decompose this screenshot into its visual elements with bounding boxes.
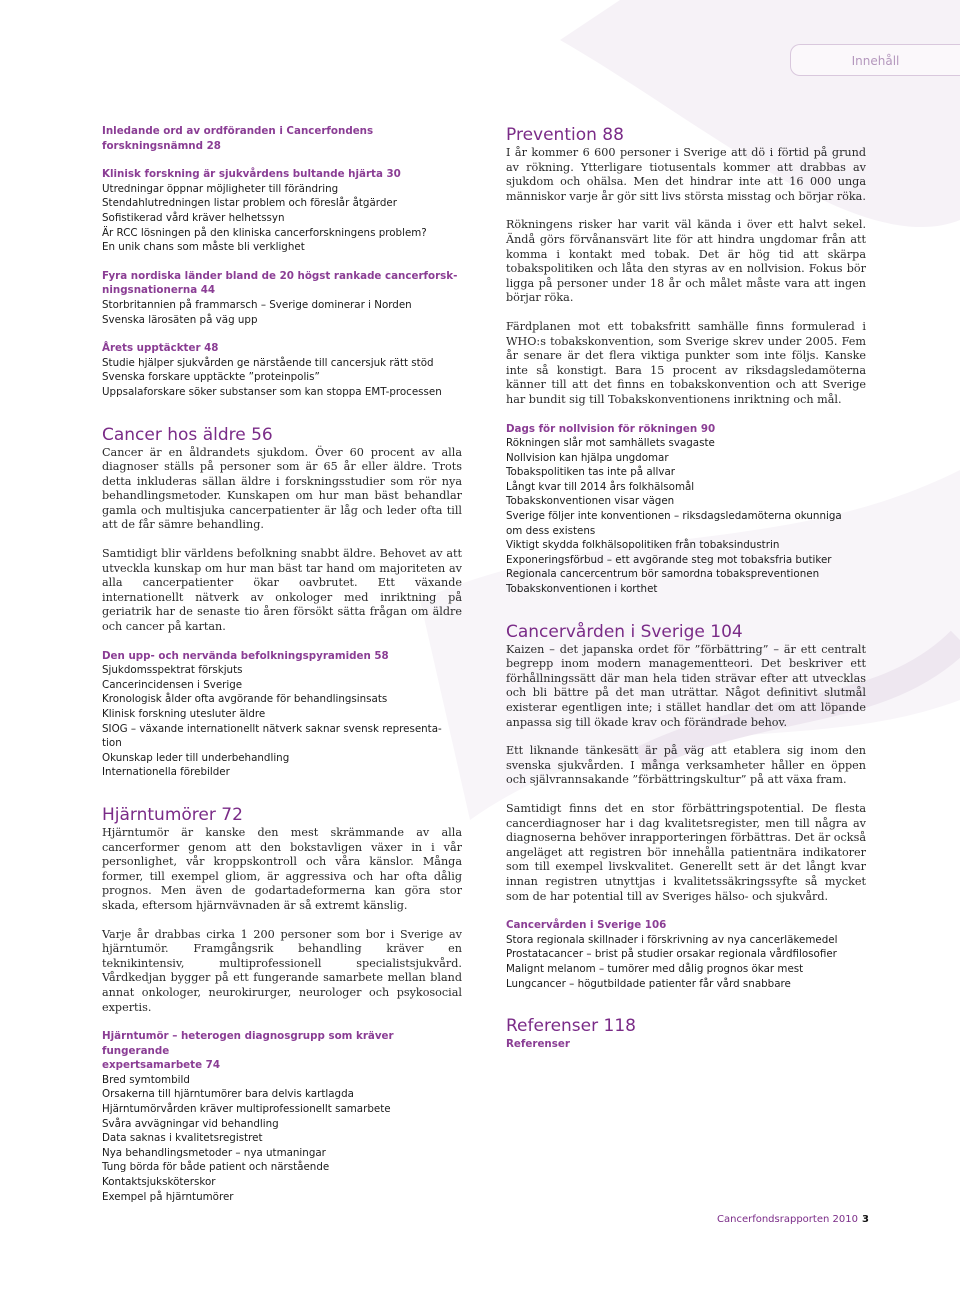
section-title: Cancer hos äldre 56 [102, 424, 273, 445]
section-care [506, 621, 866, 991]
toc-item[interactable]: Viktigt skydda folkhälsopolitiken från tobaksindustrin [506, 539, 780, 552]
section-title: Cancervården i Sverige 104 [506, 621, 743, 642]
paragraph: Färdplanen mot ett tobaksfritt samhälle finns formulerad i WHO:s tobakskonvention, som Sverige skrev under 2005. Fem år senare är det flera viktiga punkter som inte följs. Kanske inte så konstigt. Bara 15 procent av riksdagsledamöterna känner till att det finns en tobakskonvention och att Sverige har bundit sig till Tobakskonventionens inriktning och mål. [506, 319, 866, 406]
toc-item[interactable]: Nya behandlingsmetoder – nya utmaningar [102, 1146, 326, 1159]
paragraph: Rökningens risker har varit väl kända i över ett halvt sekel. Ändå görs förvånansvärt lite för att hindra ungdomar från att komma i kontakt med tobak. Det är hög tid att skärpa tobakspolitiken och låta den styras av en nollvision. Fokus bör ligga på personer under 18 år och målet måste vara att ingen börjar röka. [506, 218, 866, 305]
section-body [506, 643, 866, 905]
right-column [506, 124, 866, 1052]
section-body [506, 146, 866, 408]
toc-item[interactable]: Data saknas i kvalitetsregistret [102, 1132, 263, 1145]
section-title: Referenser 118 [506, 1016, 636, 1037]
toc-heading[interactable]: Den upp- och nervända befolkningspyramiden 58 [102, 649, 389, 662]
section-brain [102, 804, 462, 1204]
toc-item[interactable]: Klinisk forskning är sjukvårdens bultande hjärta 30 [102, 168, 401, 181]
section-title: Prevention 88 [506, 125, 624, 145]
toc-item[interactable]: Lungcancer – högutbildade patienter får vård snabbare [506, 977, 791, 990]
paragraph: Kaizen – det japanska ordet för ”förbättring” – är ett centralt begrepp inom modern managementteori. Det beskriver ett förhållningssätt där man hela tiden strävar efter att utvecklas och bli bättre på det man uträttar. Något definitivt slutmål existerar egentligen inte; i stället handlar det om att löpande anpassa sig till ökade krav och förändrade behov. [506, 642, 866, 729]
toc-item[interactable]: Uppsalaforskare söker substanser som kan stoppa EMT-processen [102, 385, 442, 398]
paragraph: Varje år drabbas cirka 1 200 personer som bor i Sverige av hjärntumör. Framgångsrik behandling kräver en teknikintensiv, multiprofessionell specialistsjukvård. Vårdkedjan bygger på ett fungerande samarbete mellan bland annat onkologer, neurokirurger, neurologer och psykosocial expertis. [102, 927, 462, 1014]
toc-item[interactable]: Tung börda för både patient och närstående [102, 1161, 330, 1174]
toc-item[interactable]: Sverige följer inte konventionen – riksdagsledamöterna okunniga [506, 510, 842, 523]
toc-item[interactable]: Tobakskonventionen i korthet [506, 583, 658, 596]
toc-item[interactable]: Kontaktsjuksköterskor [102, 1176, 216, 1189]
toc-item[interactable]: SIOG – växande internationellt nätverk saknar svensk representa- [102, 722, 442, 735]
toc-intro [102, 124, 462, 255]
toc-item[interactable]: Svenska forskare upptäckte ”proteinpolis” [102, 371, 320, 384]
toc-item[interactable]: Stendahlutredningen listar problem och föreslår åtgärder [102, 197, 397, 210]
toc-heading[interactable]: ningsnationerna 44 [102, 284, 216, 297]
toc-item[interactable]: Orsakerna till hjärntumörer bara delvis kartlagda [102, 1088, 354, 1101]
toc-item[interactable]: Nollvision kan hjälpa ungdomar [506, 451, 669, 464]
toc-item[interactable]: Okunskap leder till underbehandling [102, 751, 290, 764]
section-body [102, 446, 462, 635]
section-references [506, 1015, 866, 1052]
toc-item[interactable]: Tobakspolitiken tas inte på allvar [506, 466, 676, 479]
toc-heading[interactable]: Referenser [506, 1038, 570, 1051]
toc-item[interactable]: Långt kvar till 2014 års folkhälsomål [506, 480, 695, 493]
paragraph: I år kommer 6 600 personer i Sverige att dö i förtid på grund av rökning. Ytterligare tiotusentals kommer att drabbas av sjukdom och ohälsa. Men det hindrar inte att 16 000 unga människor varje år gör sitt livs största misstag och börjar röka. [506, 146, 866, 203]
toc-heading[interactable]: Cancervården i Sverige 106 [506, 919, 667, 932]
toc-heading[interactable]: Hjärntumör – heterogen diagnosgrupp som kräver fungerande [102, 1030, 394, 1057]
toc-heading[interactable]: Inledande ord av ordföranden i Cancerfondens [102, 125, 374, 137]
toc-item[interactable]: Kronologisk ålder ofta avgörande för behandlingsinsats [102, 693, 388, 706]
section-title: Hjärntumörer 72 [102, 804, 243, 825]
footer-label: Cancerfondsrapporten 2010 [717, 1214, 858, 1225]
paragraph: Cancer är en åldrandets sjukdom. Över 60 procent av alla diagnoser ställs på personer som är 65 år eller äldre. Trots detta inkluderas sällan äldre i forskningsstudier som rör nya behandlingsmetoder. Kunskapen om hur man bäst behandlar gamla och multisjuka cancerpatienter är låg och leder ofta till att de får sämre behandling. [102, 445, 462, 532]
toc-item[interactable]: Sjukdomsspektrat förskjuts [102, 664, 243, 677]
toc-item[interactable]: om dess existens [506, 524, 596, 537]
toc-heading[interactable]: forskningsnämnd 28 [102, 139, 221, 152]
toc-heading[interactable]: expertsamarbete 74 [102, 1059, 220, 1072]
toc-item[interactable]: Svenska lärosäten på väg upp [102, 313, 258, 326]
toc-item[interactable]: Malignt melanom – tumörer med dålig prognos ökar mest [506, 962, 804, 975]
paragraph: Ett liknande tänkesätt är på väg att etablera sig inom den svenska sjukvården. I många verksamheter håller en öppen och självrannsakande ”förbättringskultur” på att växa fram. [506, 744, 866, 787]
left-column [102, 124, 462, 1204]
toc-item[interactable]: Hjärntumörvården kräver multiprofessionellt samarbete [102, 1103, 391, 1116]
toc-item[interactable]: Klinisk forskning utesluter äldre [102, 708, 266, 720]
toc-item[interactable]: Stora regionala skillnader i förskrivning av nya cancerläkemedel [506, 933, 838, 946]
toc-item[interactable]: Cancerincidensen i Sverige [102, 678, 243, 691]
toc-discoveries [102, 341, 462, 399]
toc-heading[interactable]: Dags för nollvision för rökningen 90 [506, 422, 716, 435]
toc-item[interactable]: Sofistikerad vård kräver helhetssyn [102, 211, 285, 224]
toc-item[interactable]: Utredningar öppnar möjligheter till förändring [102, 182, 339, 195]
page-footer [717, 1214, 869, 1225]
paragraph: Hjärntumör är kanske den mest skrämmande av alla cancerformer genom att den bokstavligen växer in i vår personlighet, vår kroppskontroll och våra känslor. Många former, till exempel gliom, är aggressiva och har ofta dålig prognos. Men även de godartadeformerna kan göra stor skada, eftersom hjärnvävnaden är så extremt känslig. [102, 825, 462, 912]
toc-item[interactable]: Bred symtombild [102, 1073, 190, 1086]
toc-heading[interactable]: Årets upptäckter 48 [102, 342, 219, 355]
toc-references [506, 1037, 866, 1052]
toc-item[interactable]: Rökningen slår mot samhällets svagaste [506, 437, 715, 450]
toc-item[interactable]: Prostatacancer – brist på studier orsakar regionala vårdfilosofier [506, 948, 837, 961]
toc-item[interactable]: Exempel på hjärntumörer [102, 1190, 234, 1203]
toc-item[interactable]: Tobakskonventionen visar vägen [506, 495, 675, 508]
toc-item[interactable]: Studie hjälper sjukvården ge närstående till cancersjuk rätt stöd [102, 356, 434, 369]
section-body [102, 826, 462, 1015]
toc-item[interactable]: Internationella förebilder [102, 766, 230, 779]
toc-care [506, 918, 866, 991]
paragraph: Samtidigt finns det en stor förbättringspotential. De flesta cancerdiagnoser har i dag kvalitetsregister, men till några av diagnoserna behöver inrapporteringen förbättras. Det är också angeläget att registren bör innehålla patientnära indikatorer som till exempel livskvalitet. Generellt sett är det långt kvar innan registren utnyttjas i kvalitetssäkringssyfte så mycket som de har potential till av Sveriges hälso- och sjukvård. [506, 801, 866, 903]
toc-item[interactable]: Svåra avvägningar vid behandling [102, 1117, 279, 1130]
section-prevention [506, 124, 866, 597]
toc-brain [102, 1029, 462, 1204]
toc-item[interactable]: Är RCC lösningen på den kliniska cancerforskningens problem? [102, 226, 427, 239]
toc-nordic [102, 269, 462, 327]
tab-contents[interactable]: Innehåll [790, 44, 960, 76]
toc-item[interactable]: Storbritannien på frammarsch – Sverige dominerar i Norden [102, 298, 412, 311]
paragraph: Samtidigt blir världens befolkning snabbt äldre. Behovet av att utveckla kunskap om hur man bäst tar hand om majoriteten av alla cancerpatienter ökar oavbrutet. Ett växande internationellt nätverk av onkologer med inriktning på geriatrik har de senaste tio åren försökt sätta frågan om äldre och cancer på kartan. [102, 547, 462, 634]
toc-item[interactable]: Exponeringsförbud – ett avgörande steg mot tobaksfria butiker [506, 553, 832, 566]
toc-elderly [102, 649, 462, 780]
section-elderly [102, 424, 462, 780]
toc-item[interactable]: En unik chans som måste bli verklighet [102, 241, 305, 254]
page-number: 3 [861, 1214, 869, 1225]
toc-prevention [506, 422, 866, 597]
toc-item[interactable]: tion [102, 737, 122, 750]
toc-heading[interactable]: Fyra nordiska länder bland de 20 högst rankade cancerforsk- [102, 269, 458, 282]
toc-item[interactable]: Regionala cancercentrum bör samordna tobakspreventionen [506, 568, 820, 581]
